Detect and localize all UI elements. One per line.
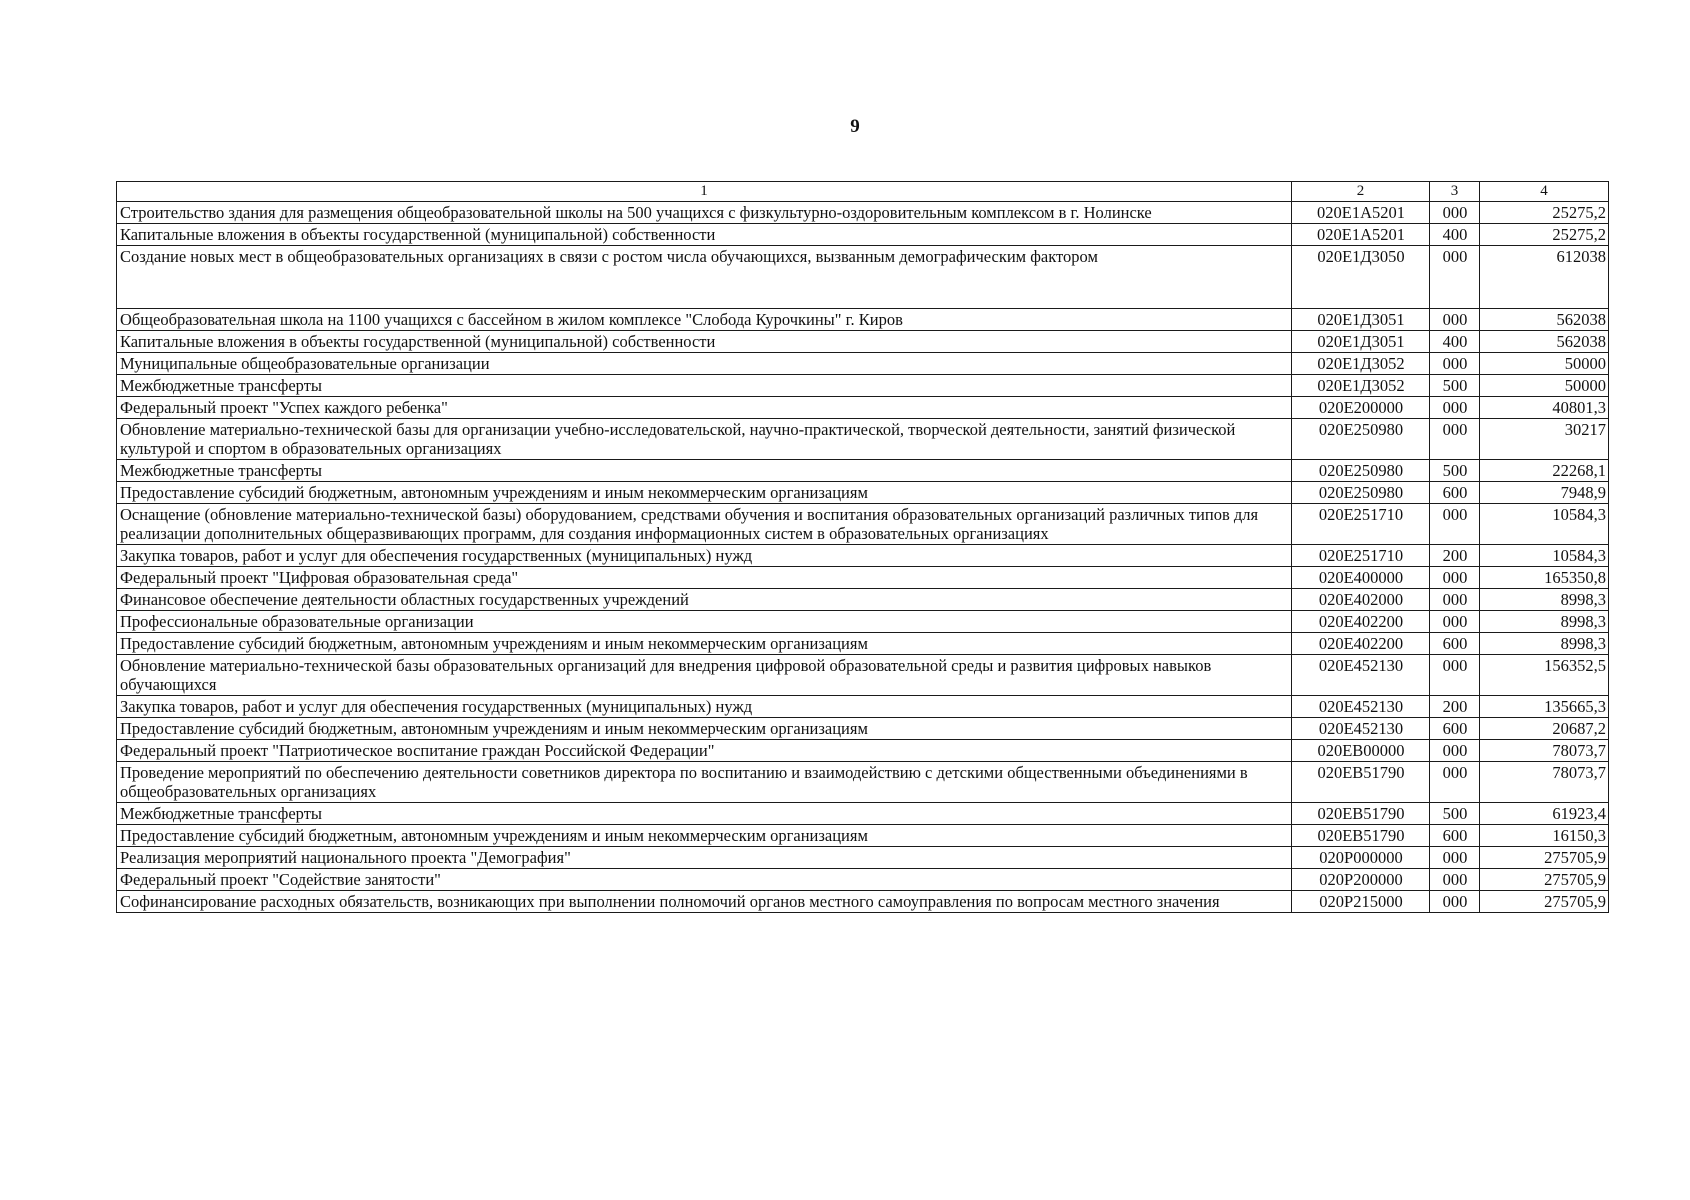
row-amount-cell: 61923,4: [1480, 803, 1609, 825]
row-amount-cell: 135665,3: [1480, 696, 1609, 718]
row-name-cell: Софинансирование расходных обязательств, возникающих при выполнении полномочий органов местного самоуправления по вопросам местного значения: [117, 891, 1292, 913]
row-name-cell: Профессиональные образовательные организации: [117, 611, 1292, 633]
table-row: [117, 419, 1609, 460]
column-header-amount: 4: [1480, 182, 1609, 202]
row-code-cell: 020P215000: [1292, 891, 1430, 913]
table-row: [117, 847, 1609, 869]
table-body: [117, 202, 1609, 913]
row-name-cell: Муниципальные общеобразовательные организации: [117, 353, 1292, 375]
row-type-cell: 000: [1430, 397, 1480, 419]
row-name-cell: Межбюджетные трансферты: [117, 375, 1292, 397]
table-row: [117, 655, 1609, 696]
row-code-cell: 020EB51790: [1292, 803, 1430, 825]
row-code-cell: 020EB51790: [1292, 825, 1430, 847]
row-code-cell: 020E1Д3050: [1292, 246, 1430, 309]
row-code-cell: 020E402000: [1292, 589, 1430, 611]
budget-table: [116, 181, 1609, 913]
row-type-cell: 000: [1430, 611, 1480, 633]
row-amount-cell: 7948,9: [1480, 482, 1609, 504]
row-amount-cell: 275705,9: [1480, 869, 1609, 891]
table-row: [117, 567, 1609, 589]
row-amount-cell: 612038: [1480, 246, 1609, 309]
row-type-cell: 000: [1430, 567, 1480, 589]
row-amount-cell: 8998,3: [1480, 611, 1609, 633]
table-row: [117, 633, 1609, 655]
row-type-cell: 200: [1430, 545, 1480, 567]
row-amount-cell: 10584,3: [1480, 545, 1609, 567]
row-name-cell: Обновление материально-технической базы образовательных организаций для внедрения цифровой образовательной среды и развития цифровых навыков обучающихся: [117, 655, 1292, 696]
column-header-code: 2: [1292, 182, 1430, 202]
row-amount-cell: 20687,2: [1480, 718, 1609, 740]
row-name-cell: Проведение мероприятий по обеспечению деятельности советников директора по воспитанию и взаимодействию с детскими общественными объединениями в общеобразовательных организациях: [117, 762, 1292, 803]
table-row: [117, 331, 1609, 353]
table-row: [117, 545, 1609, 567]
row-type-cell: 500: [1430, 803, 1480, 825]
row-code-cell: 020E452130: [1292, 718, 1430, 740]
row-name-cell: Капитальные вложения в объекты государственной (муниципальной) собственности: [117, 224, 1292, 246]
row-name-cell: Федеральный проект "Цифровая образовательная среда": [117, 567, 1292, 589]
row-name-cell: Закупка товаров, работ и услуг для обеспечения государственных (муниципальных) нужд: [117, 545, 1292, 567]
row-code-cell: 020E1Д3052: [1292, 375, 1430, 397]
row-type-cell: 000: [1430, 762, 1480, 803]
row-type-cell: 400: [1430, 224, 1480, 246]
row-amount-cell: 10584,3: [1480, 504, 1609, 545]
row-type-cell: 400: [1430, 331, 1480, 353]
table-row: [117, 460, 1609, 482]
row-amount-cell: 40801,3: [1480, 397, 1609, 419]
table-row: [117, 803, 1609, 825]
table-row: [117, 375, 1609, 397]
row-type-cell: 000: [1430, 869, 1480, 891]
row-name-cell: Обновление материально-технической базы для организации учебно-исследовательской, научно-практической, творческой деятельности, занятий физической культурой и спортом в образовательных организациях: [117, 419, 1292, 460]
row-amount-cell: 50000: [1480, 375, 1609, 397]
row-code-cell: 020E1A5201: [1292, 202, 1430, 224]
row-amount-cell: 16150,3: [1480, 825, 1609, 847]
table-row: [117, 202, 1609, 224]
table-row: [117, 718, 1609, 740]
row-code-cell: 020E452130: [1292, 696, 1430, 718]
row-code-cell: 020E251710: [1292, 504, 1430, 545]
row-name-cell: Строительство здания для размещения общеобразовательной школы на 500 учащихся с физкультурно-оздоровительным комплексом в г. Нолинске: [117, 202, 1292, 224]
row-name-cell: Создание новых мест в общеобразовательных организациях в связи с ростом числа обучающихся, вызванным демографическим фактором: [117, 246, 1292, 309]
table-row: [117, 891, 1609, 913]
row-code-cell: 020E250980: [1292, 460, 1430, 482]
row-code-cell: 020E251710: [1292, 545, 1430, 567]
table-row: [117, 309, 1609, 331]
row-code-cell: 020E200000: [1292, 397, 1430, 419]
row-code-cell: 020E1Д3051: [1292, 309, 1430, 331]
table-row: [117, 869, 1609, 891]
page-number: 9: [850, 116, 860, 137]
row-code-cell: 020E250980: [1292, 419, 1430, 460]
row-amount-cell: 30217: [1480, 419, 1609, 460]
row-type-cell: 500: [1430, 375, 1480, 397]
row-name-cell: Предоставление субсидий бюджетным, автономным учреждениям и иным некоммерческим организациям: [117, 633, 1292, 655]
row-name-cell: Реализация мероприятий национального проекта "Демография": [117, 847, 1292, 869]
row-type-cell: 000: [1430, 655, 1480, 696]
row-name-cell: Закупка товаров, работ и услуг для обеспечения государственных (муниципальных) нужд: [117, 696, 1292, 718]
row-type-cell: 000: [1430, 740, 1480, 762]
table-row: [117, 397, 1609, 419]
row-code-cell: 020EB00000: [1292, 740, 1430, 762]
row-name-cell: Предоставление субсидий бюджетным, автономным учреждениям и иным некоммерческим организациям: [117, 825, 1292, 847]
table-row: [117, 224, 1609, 246]
row-amount-cell: 156352,5: [1480, 655, 1609, 696]
row-amount-cell: 22268,1: [1480, 460, 1609, 482]
row-type-cell: 000: [1430, 246, 1480, 309]
table-row: [117, 482, 1609, 504]
row-code-cell: 020E400000: [1292, 567, 1430, 589]
row-type-cell: 000: [1430, 353, 1480, 375]
table-row: [117, 762, 1609, 803]
row-amount-cell: 275705,9: [1480, 847, 1609, 869]
row-amount-cell: 275705,9: [1480, 891, 1609, 913]
row-type-cell: 000: [1430, 891, 1480, 913]
row-code-cell: 020P000000: [1292, 847, 1430, 869]
row-type-cell: 000: [1430, 847, 1480, 869]
row-amount-cell: 562038: [1480, 331, 1609, 353]
column-header-name: 1: [117, 182, 1292, 202]
table-row: [117, 740, 1609, 762]
table-row: [117, 353, 1609, 375]
table-row: [117, 246, 1609, 309]
row-amount-cell: 8998,3: [1480, 589, 1609, 611]
row-type-cell: 000: [1430, 202, 1480, 224]
row-type-cell: 000: [1430, 309, 1480, 331]
table-row: [117, 611, 1609, 633]
table-row: [117, 696, 1609, 718]
row-amount-cell: 165350,8: [1480, 567, 1609, 589]
row-code-cell: 020EB51790: [1292, 762, 1430, 803]
row-amount-cell: 78073,7: [1480, 762, 1609, 803]
header-row: [117, 182, 1609, 202]
row-code-cell: 020E402200: [1292, 633, 1430, 655]
row-code-cell: 020E452130: [1292, 655, 1430, 696]
row-type-cell: 000: [1430, 419, 1480, 460]
row-name-cell: Федеральный проект "Патриотическое воспитание граждан Российской Федерации": [117, 740, 1292, 762]
table-row: [117, 589, 1609, 611]
row-amount-cell: 25275,2: [1480, 224, 1609, 246]
row-type-cell: 600: [1430, 825, 1480, 847]
row-code-cell: 020E250980: [1292, 482, 1430, 504]
row-name-cell: Межбюджетные трансферты: [117, 460, 1292, 482]
row-type-cell: 200: [1430, 696, 1480, 718]
row-code-cell: 020P200000: [1292, 869, 1430, 891]
row-name-cell: Капитальные вложения в объекты государственной (муниципальной) собственности: [117, 331, 1292, 353]
row-amount-cell: 562038: [1480, 309, 1609, 331]
row-amount-cell: 50000: [1480, 353, 1609, 375]
row-name-cell: Общеобразовательная школа на 1100 учащихся с бассейном в жилом комплексе "Слобода Курочкины" г. Киров: [117, 309, 1292, 331]
row-code-cell: 020E1Д3052: [1292, 353, 1430, 375]
row-amount-cell: 78073,7: [1480, 740, 1609, 762]
row-type-cell: 500: [1430, 460, 1480, 482]
row-type-cell: 600: [1430, 633, 1480, 655]
row-amount-cell: 8998,3: [1480, 633, 1609, 655]
row-name-cell: Межбюджетные трансферты: [117, 803, 1292, 825]
column-header-type: 3: [1430, 182, 1480, 202]
row-code-cell: 020E1Д3051: [1292, 331, 1430, 353]
row-name-cell: Предоставление субсидий бюджетным, автономным учреждениям и иным некоммерческим организациям: [117, 718, 1292, 740]
table-row: [117, 504, 1609, 545]
row-type-cell: 000: [1430, 504, 1480, 545]
row-name-cell: Федеральный проект "Успех каждого ребенка": [117, 397, 1292, 419]
row-code-cell: 020E1A5201: [1292, 224, 1430, 246]
row-type-cell: 000: [1430, 589, 1480, 611]
row-code-cell: 020E402200: [1292, 611, 1430, 633]
row-amount-cell: 25275,2: [1480, 202, 1609, 224]
row-name-cell: Финансовое обеспечение деятельности областных государственных учреждений: [117, 589, 1292, 611]
table-row: [117, 825, 1609, 847]
row-type-cell: 600: [1430, 482, 1480, 504]
row-name-cell: Федеральный проект "Содействие занятости": [117, 869, 1292, 891]
row-name-cell: Оснащение (обновление материально-технической базы) оборудованием, средствами обучения и воспитания образовательных организаций различных типов для реализации дополнительных общеразвивающих программ, для создания информационных систем в образовательных организациях: [117, 504, 1292, 545]
row-name-cell: Предоставление субсидий бюджетным, автономным учреждениям и иным некоммерческим организациям: [117, 482, 1292, 504]
row-type-cell: 600: [1430, 718, 1480, 740]
